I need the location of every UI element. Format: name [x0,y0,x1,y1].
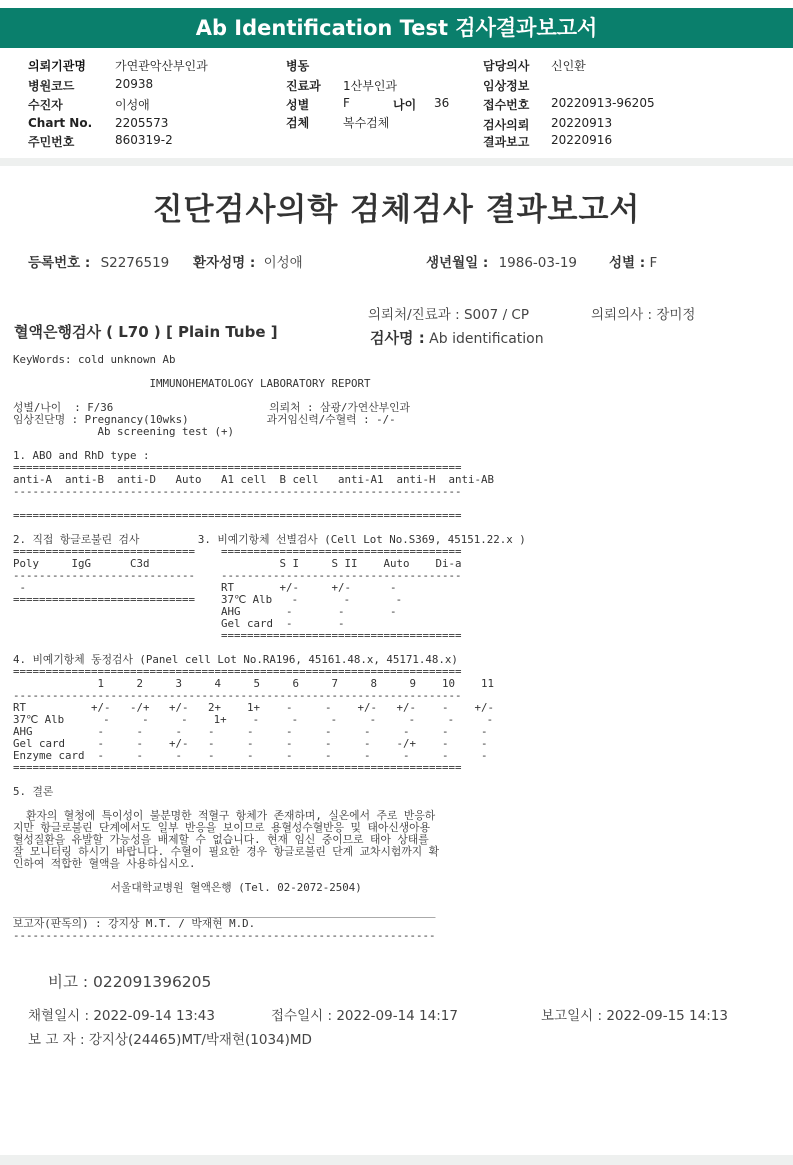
ward-label: 병동 [286,59,310,73]
department-label: 진료과 [286,79,321,93]
hospital-code-label: 병원코드 [28,79,75,93]
report-title: 진단검사의학 검체검사 결과보고서 [152,192,641,228]
test-group [14,321,278,342]
registration-label: 등록번호 : [28,255,91,271]
age-label: 나이 [393,98,417,112]
receipt-time-label: 접수일시 : [271,1008,333,1024]
note-label: 비고 : [48,973,89,991]
specimen-label: 검체 [286,116,310,130]
receipt-number-label: 접수번호 [483,98,530,112]
registration-row [28,251,169,271]
report-time-row [541,1004,728,1024]
test-name-value: Ab identification [429,331,544,347]
bottom-bar [0,1155,793,1165]
collection-time-row [28,1004,215,1024]
receipt-number-value: 20220913-96205 [551,96,655,110]
request-date-label: 검사의뢰 [483,118,530,132]
test-name-label: 검사명 : [370,329,425,347]
patient-label: 수진자 [28,98,63,112]
resident-no-label: 주민번호 [28,135,75,149]
report-banner-title: Ab Identification Test 검사결과보고서 [0,8,793,48]
attending-doctor-label: 담당의사 [483,59,530,73]
report-sex-row [609,251,657,271]
dob-label: 생년월일 : [426,255,489,271]
reporter-label: 보 고 자 : [28,1032,85,1048]
report-sex-label: 성별 : [609,255,646,271]
test-group-title: 혈액은행검사 ( L70 ) [ Plain Tube ] [14,323,278,341]
resident-no-value: 860319-2 [115,133,173,147]
test-name-row [370,327,544,348]
receipt-time-value: 2022-09-14 14:17 [336,1008,458,1024]
patient-name-label: 환자성명 : [193,255,256,271]
note-row [48,970,211,992]
lab-report-text: KeyWords: cold unknown Ab IMMUNOHEMATOLOGY LABORATORY REPORT 성별/나이 : F/36 의뢰처 : 삼광/가연산부인과 임상진단명 : Pregnancy(10wks) 과거임신력/수혈력 : -/- Ab screening test (+) 1. ABO and RhD type : ===================================================================== anti-A anti-B anti-D Auto A1 cell B cell anti-A1 anti-H anti-AB --------------------------------------------------------------------- ===================================================================== 2. 직접 항글로불린 검사 3. 비예기항체 선별검사 (Cell Lot No.S369, 45151.22.x ) ============================ ===================================== Poly IgG C3d S I S II Auto Di-a ---------------------------- ------------------------------------- - RT +/- +/- - ============================ 37℃ Alb - - - AHG - - - Gel card - - ===================================== 4. 비예기항체 동정검사 (Panel cell Lot No.RA196, 45161.48.x, 45171.48.x) ===================================================================== 1 2 3 4 5 6 7 8 9 10 11 --------------------------------------------------------------------- RT +/- -/+ +/- 2+ 1+ - - +/- +/- - +/- 37℃ Alb - - - 1+ - - - - - - - AHG - - - - - - - - - - - Gel card - - +/- - - - - - -/+ - - Enzyme card - - - - - - - - - - - ===================================================================== 5. 결론 환자의 혈청에 특이성이 불분명한 적혈구 항체가 존재하며, 실온에서 주로 반응하 지만 항글로불린 단계에서도 일부 반응을 보이므로 용혈성수혈반응 및 태아신생아용 혈성질환을 유발할 가능성을 배제할 수 없습니다. 현재 임신 중이므로 태아 상태를 잘 모니터링 하시기 바랍니다. 수혈이 필요한 경우 항글로불린 단계 교차시험까지 확 인하여 적합한 혈액을 사용하십시오. 서울대학교병원 혈액은행 (Tel. 02-2072-2504) _________________________________________________________________ 보고자(판독의) : 강지상 M.T. / 박재현 M.D. ----------------------------------------------------------------- [13,353,526,942]
institution-value: 가연관악산부인과 [115,59,208,73]
chart-no-value: 2205573 [115,116,169,130]
attending-doctor-value: 신인환 [551,59,586,73]
report-sex-value: F [649,255,658,271]
report-date-label: 결과보고 [483,135,530,149]
patient-value: 이성애 [115,98,150,112]
sex-value: F [343,96,350,110]
receipt-time-row [271,1004,458,1024]
requesting-doctor-row [591,303,695,323]
section-divider [0,158,793,166]
specimen-value: 복수검체 [343,116,390,130]
dept-label: 의뢰처/진료과 : [368,307,460,323]
sex-label: 성별 [286,98,310,112]
header-row-institution [28,57,86,74]
dob-value: 1986-03-19 [498,255,578,271]
dob-row [426,251,577,271]
patient-name-value: 이성애 [263,255,303,271]
requesting-doctor-label: 의뢰의사 : [591,307,653,323]
clinical-info-label: 임상정보 [483,79,530,93]
dept-value: S007 / CP [463,307,529,323]
collection-time-label: 채혈일시 : [28,1008,90,1024]
hospital-code-value: 20938 [115,77,154,91]
age-value: 36 [434,96,450,110]
report-time-label: 보고일시 : [541,1008,603,1024]
institution-label: 의뢰기관명 [28,59,86,73]
registration-value: S2276519 [100,255,170,271]
reporter-value: 강지상(24465)MT/박재현(1034)MD [88,1032,312,1048]
chart-no-label: Chart No. [28,116,93,130]
note-value: 022091396205 [93,973,212,991]
requesting-doctor-value: 장미정 [656,307,696,323]
collection-time-value: 2022-09-14 13:43 [93,1008,215,1024]
reporter-row [28,1028,312,1048]
report-date-value: 20220916 [551,133,613,147]
department-value: 1산부인과 [343,79,398,93]
patient-name-row [193,251,303,271]
request-date-value: 20220913 [551,116,613,130]
report-time-value: 2022-09-15 14:13 [606,1008,728,1024]
dept-row [368,303,529,323]
